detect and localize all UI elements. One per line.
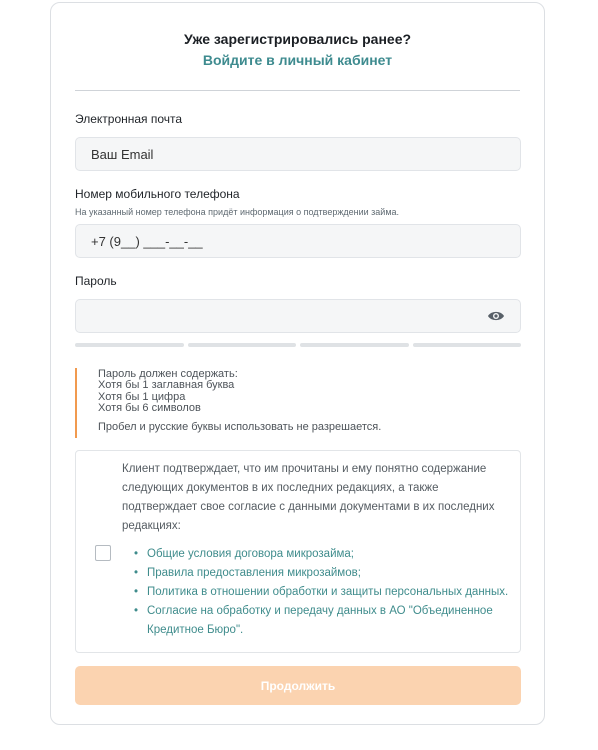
email-placeholder: Ваш Email [91,146,154,162]
requirement-item: Хотя бы 6 символов [98,402,201,414]
consent-text: Клиент подтверждает, что им прочитаны и ему понятно содержание следующих документов в их последних редакциях, а также подтверждает свое согласие с данными документами в их последних редакциях: [122,463,495,532]
document-link-credit-bureau-consent[interactable]: • Согласие на обработку и передачу данных в АО "Объединенное Кредитное Бюро". [134,602,518,640]
document-link-rules[interactable]: • Правила предоставления микрозаймов; [134,564,518,583]
strength-segment [75,343,184,347]
password-requirements [75,368,381,438]
login-prompt-title: Уже зарегистрировались ранее? [183,31,412,47]
phone-placeholder: +7 (9__) ___-__-__ [91,233,203,249]
requirements-intro: Пароль должен содержать: [98,368,238,380]
continue-button[interactable]: Продолжить [75,666,521,705]
login-link[interactable]: Войдите в личный кабинет [202,52,393,68]
requirements-note: Пробел и русские буквы использовать не разрешается. [98,420,382,433]
login-prompt-header [75,3,520,91]
registration-form-card [50,2,545,725]
phone-label: Номер мобильного телефона [75,187,240,201]
document-link-general-terms[interactable]: • Общие условия договора микрозайма; [134,545,518,564]
email-field[interactable] [75,137,521,171]
phone-field[interactable] [75,224,521,258]
strength-segment [300,343,409,347]
requirement-item: Хотя бы 1 цифра [98,390,186,403]
consent-checkbox[interactable] [95,545,111,561]
document-list [134,545,518,640]
strength-segment [413,343,522,347]
requirement-item: Хотя бы 1 заглавная буква [98,379,235,391]
password-label: Пароль [75,274,117,288]
strength-segment [188,343,297,347]
password-strength-meter [75,343,521,347]
eye-icon[interactable] [487,310,505,322]
consent-box [75,450,521,653]
document-link-privacy-policy[interactable]: • Политика в отношении обработки и защиты персональных данных. [134,583,518,602]
email-label: Электронная почта [75,112,183,126]
password-field[interactable] [75,299,521,333]
phone-hint: На указанный номер телефона придёт информация о подтверждении займа. [75,207,400,217]
